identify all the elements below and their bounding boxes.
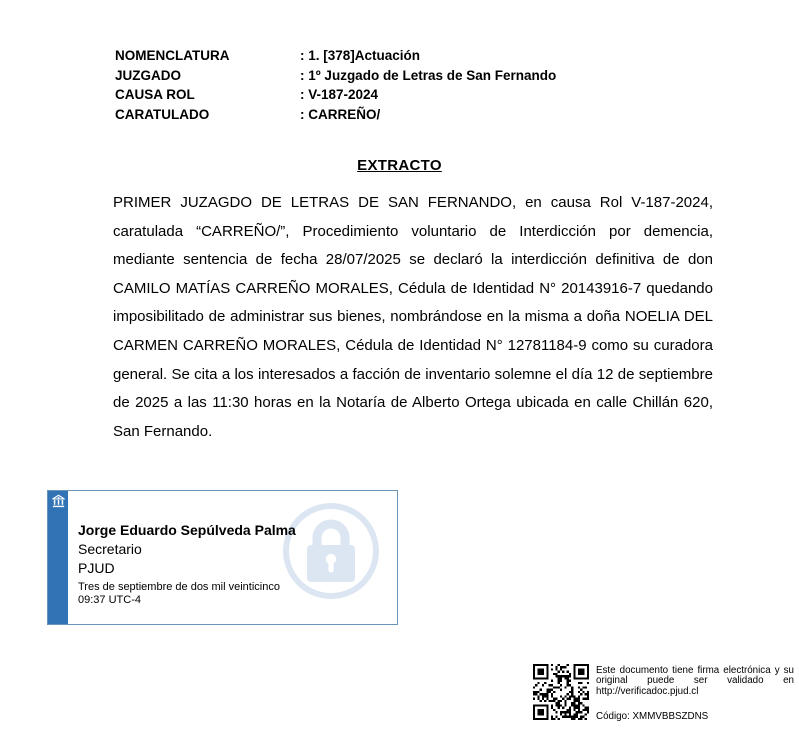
- meta-label: CAUSA ROL: [115, 87, 195, 102]
- meta-value: : 1º Juzgado de Letras de San Fernando: [300, 67, 557, 83]
- signature-sidebar: [48, 491, 68, 624]
- meta-value: : 1. [378]Actuación: [300, 48, 421, 63]
- meta-row-causa-rol: [115, 85, 556, 105]
- signer-name: Jorge Eduardo Sepúlveda Palma: [78, 522, 296, 538]
- signature-date: Tres de septiembre de dos mil veinticinco: [78, 581, 280, 593]
- verification-code-label: Código:: [596, 711, 630, 722]
- meta-value: : V-187-2024: [300, 87, 379, 102]
- meta-label: NOMENCLATURA: [115, 48, 230, 63]
- signature-details: [78, 521, 338, 606]
- verification-code: XMMVBBSZDNS: [632, 711, 709, 722]
- meta-row-nomenclatura: [115, 46, 556, 66]
- signer-organization: PJUD: [78, 560, 115, 576]
- qr-code: [533, 664, 589, 720]
- document-title: EXTRACTO: [357, 157, 442, 174]
- building-icon: [51, 494, 66, 509]
- verification-text: Este documento tiene firma electrónica y su original puede ser validado en http://verificadoc.pjud.cl: [596, 665, 794, 697]
- extract-paragraph: PRIMER JUZAGDO DE LETRAS DE SAN FERNANDO, en causa Rol V-187-2024, caratulada “CARREÑO/”, Procedimiento voluntario de Interdicción por demencia, mediante sentencia de fecha 28/07/2025 se declaró la interdicción definitiva de don CAMILO MATÍAS CARREÑO MORALES, Cédula de Identidad N° 20143916-7 quedando imposibilitado de administrar sus bienes, nombrándose en la misma a doña NOELIA DEL CARMEN CARREÑO MORALES, Cédula de Identidad N° 12781184-9 como su curadora general. Se cita a los interesados a facción de inventario solemne el día 12 de septiembre de 2025 a las 11:30 horas en la Notaría de Alberto Ortega ubicada en calle Chillán 620, San Fernando.: [113, 194, 713, 440]
- meta-label: JUZGADO: [115, 67, 182, 83]
- signer-role: Secretario: [78, 541, 142, 557]
- verification-code-line: [596, 712, 708, 722]
- meta-value: : CARREÑO/: [300, 106, 381, 122]
- signature-block: [47, 490, 398, 625]
- meta-row-caratulado: [115, 105, 556, 125]
- case-metadata: [115, 46, 556, 124]
- signature-time: 09:37 UTC-4: [78, 593, 141, 606]
- meta-row-juzgado: [115, 66, 556, 86]
- meta-label: CARATULADO: [115, 106, 210, 122]
